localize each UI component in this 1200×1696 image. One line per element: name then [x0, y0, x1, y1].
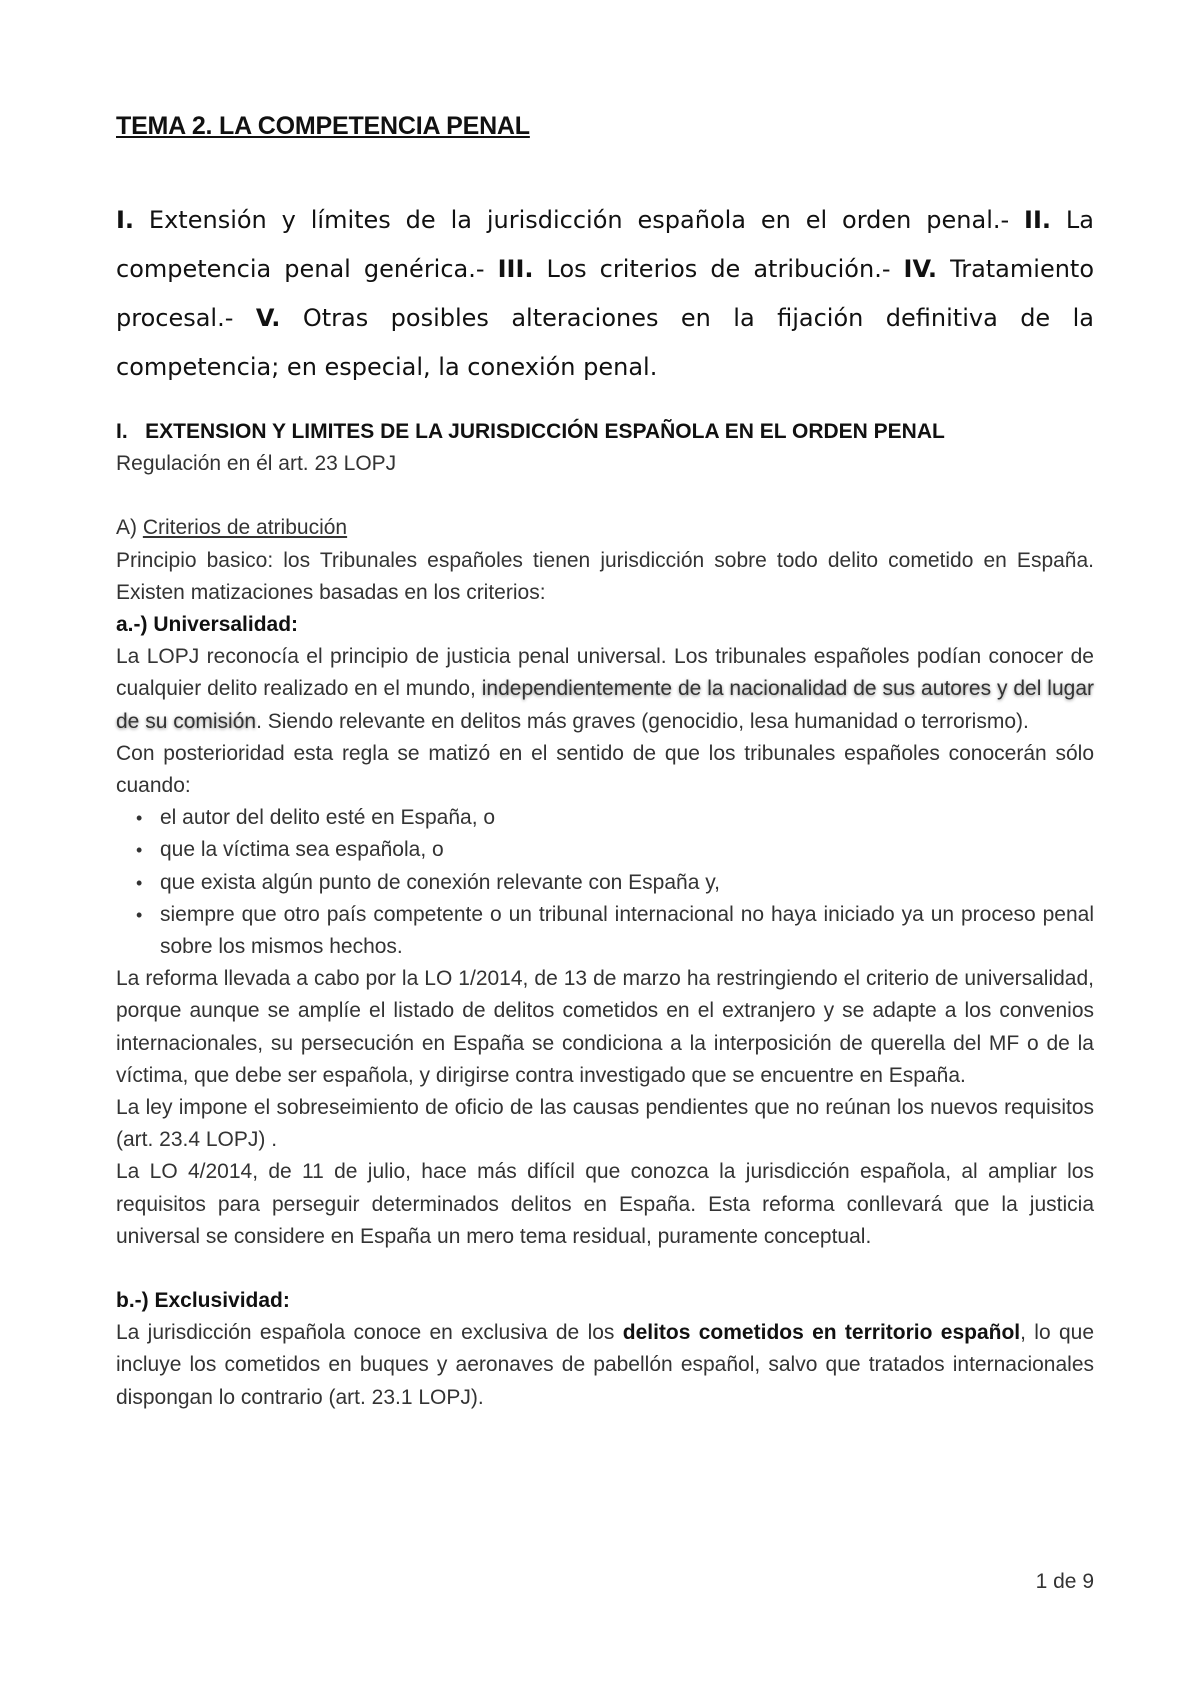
principle-paragraph: Principio basico: los Tribunales españoles tienen jurisdicción sobre todo delito cometido en España. Existen matizaciones basadas en los criterios: — [116, 548, 1094, 604]
exclusividad-paragraph — [116, 1317, 1094, 1414]
subsection-a-prefix: A) — [116, 516, 143, 540]
summary-numeral-3: III. — [497, 255, 534, 283]
list-item-text: siempre que otro país competente o un tribunal internacional no haya iniciado ya un proceso penal sobre los mismos hechos. — [160, 902, 1094, 959]
exclusividad-heading: b.-) Exclusividad: — [116, 1289, 290, 1313]
section-1-heading: I. EXTENSION Y LIMITES DE LA JURISDICCIÓN ESPAÑOLA EN EL ORDEN PENAL — [116, 420, 945, 443]
universalidad-paragraph-4: La ley impone el sobreseimiento de oficio de las causas pendientes que no reúnan los nuevos requisitos (art. 23.4 LOPJ) . — [116, 1096, 1094, 1152]
list-item — [116, 802, 1094, 834]
bullet-icon: • — [136, 904, 143, 925]
universalidad-heading: a.-) Universalidad: — [116, 613, 299, 637]
summary-numeral-5: V. — [255, 304, 281, 332]
section-1 — [116, 416, 1094, 1414]
summary-text-4: Tratamiento procesal.- — [116, 255, 1095, 332]
universalidad-p1-end: . Siendo relevante en delitos más graves (genocidio, lesa humanidad o terrorismo). — [256, 709, 1029, 733]
universalidad-paragraph-5: La LO 4/2014, de 11 de julio, hace más difícil que conozca la jurisdicción española, al ampliar los requisitos para perseguir determinados delitos en España. Esta reforma conllevará que la justicia universal se considere en España un mero tema residual, puramente conceptual. — [116, 1160, 1094, 1248]
summary-text-3: Los criterios de atribución.- — [533, 255, 904, 283]
summary-numeral-1: I. — [116, 206, 135, 234]
list-item-text: el autor del delito esté en España, o — [160, 806, 496, 830]
list-item-text: que exista algún punto de conexión relevante con España y, — [160, 870, 721, 894]
universalidad-p1-start: La LOPJ reconocía el principio de justicia penal universal. Los tribunales españoles podían conocer de cualquier delito realizado en el mundo, — [116, 645, 1094, 701]
exclusividad-p1-start: La jurisdicción española conoce en exclusiva de los — [116, 1321, 623, 1345]
exclusividad-p1-bold: delitos cometidos en territorio español — [622, 1321, 1021, 1345]
subsection-a-title: Criterios de atribución — [142, 516, 348, 540]
summary-text-5: Otras posibles alteraciones en la fijación definitiva de la competencia; en especial, la conexión penal. — [116, 304, 1094, 381]
summary-text-2: La competencia penal genérica.- — [116, 206, 1094, 283]
summary-numeral-4: IV. — [903, 255, 938, 283]
list-item — [116, 899, 1094, 963]
topic-summary — [116, 196, 1094, 392]
universalidad-paragraph-1 — [116, 641, 1094, 738]
list-item — [116, 867, 1094, 899]
summary-text-1: Extensión y límites de la jurisdicción española en el orden penal.- — [134, 206, 1025, 234]
spacer — [116, 480, 1094, 512]
subsection-a-heading — [116, 512, 1094, 544]
exclusividad-p1-end: , lo que incluye los cometidos en buques y aeronaves de pabellón español, salvo que tratados internacionales dispongan lo contrario (art. 23.1 LOPJ). — [116, 1321, 1095, 1409]
bullet-icon: • — [136, 872, 143, 893]
document-title: TEMA 2. LA COMPETENCIA PENAL — [116, 112, 530, 140]
bullet-icon: • — [136, 808, 143, 829]
page-number: 1 de 9 — [1035, 1570, 1094, 1593]
spacer — [116, 1253, 1094, 1285]
summary-numeral-2: II. — [1024, 206, 1052, 234]
bullet-icon: • — [136, 840, 143, 861]
conditions-list — [116, 802, 1094, 963]
regulation-line: Regulación en él art. 23 LOPJ — [116, 452, 397, 476]
list-item — [116, 834, 1094, 866]
list-item-text: que la víctima sea española, o — [160, 838, 444, 862]
universalidad-paragraph-2: Con posterioridad esta regla se matizó en el sentido de que los tribunales españoles conocerán sólo cuando: — [116, 741, 1094, 798]
universalidad-p1-highlight: independientemente de la nacionalidad de sus autores y del lugar de su comisión — [116, 677, 1094, 733]
universalidad-paragraph-3: La reforma llevada a cabo por la LO 1/2014, de 13 de marzo ha restringiendo el criterio de universalidad, porque aunque se amplíe el listado de delitos cometidos en el extranjero y se adapte a los convenios internacionales, su persecución en España se condiciona a la interposición de querella del MF o de la víctima, que debe ser española, y dirigirse contra investigado que se encuentre en España. — [116, 967, 1094, 1087]
